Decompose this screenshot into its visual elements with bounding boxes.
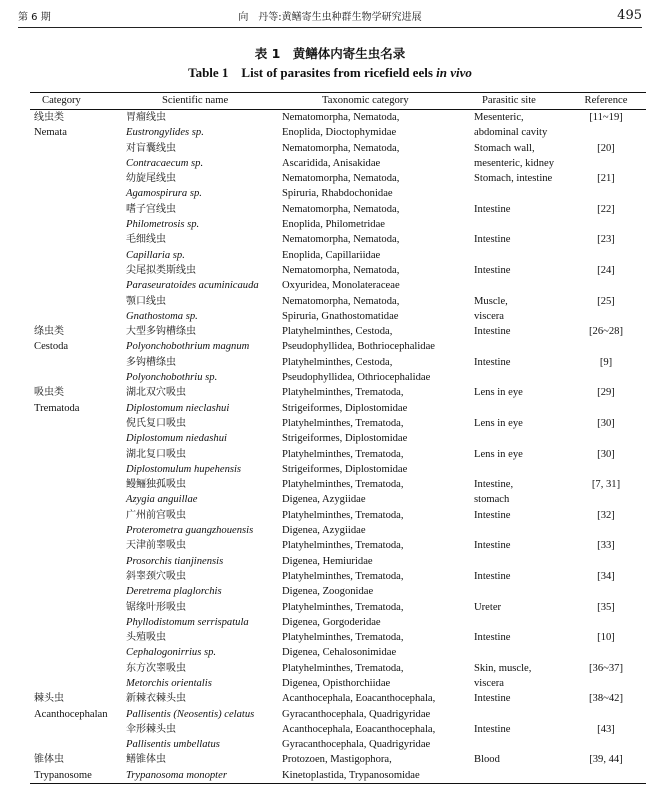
scientific-name-cell: Phyllodistomum serrispatula [126, 616, 249, 628]
taxonomic-category-cell: Digenea, Azygiidae [282, 525, 366, 537]
scientific-name-cell: Polyonchobothriu sp. [126, 372, 218, 384]
category-cell: Acanthocephalan [34, 708, 108, 720]
scientific-name-cell: Polyonchobothrium magnum [126, 341, 250, 353]
table-row [30, 584, 646, 599]
parasitic-site-cell: Intestine [474, 723, 511, 735]
parasitic-site-cell: Stomach wall, [474, 142, 535, 154]
table-row [30, 447, 646, 462]
scientific-name-cell: 湖北双穴吸虫 [126, 387, 186, 399]
table-row [30, 538, 646, 553]
table-row [30, 431, 646, 446]
category-cell: 锥体虫 [34, 754, 64, 766]
scientific-name-cell: Pallisentis umbellatus [126, 739, 220, 751]
taxonomic-category-cell: Acanthocephala, Eoacanthocephala, [282, 693, 436, 705]
table-row [30, 401, 646, 416]
table-row [30, 141, 646, 156]
category-cell: Nemata [34, 127, 67, 139]
parasitic-site-cell: Intestine [474, 203, 511, 215]
table-row [30, 294, 646, 309]
scientific-name-cell: Contracaecum sp. [126, 157, 204, 169]
scientific-name-cell: 头殖吸虫 [126, 632, 166, 644]
taxonomic-category-cell: Platyhelminthes, Cestoda, [282, 326, 393, 338]
table-row [30, 691, 646, 706]
table-row [30, 661, 646, 676]
category-cell: 棘头虫 [34, 693, 64, 705]
column-header-category: Category [42, 95, 81, 106]
taxonomic-category-cell: Platyhelminthes, Trematoda, [282, 387, 404, 399]
taxonomic-category-cell: Spiruria, Rhabdochonidae [282, 188, 393, 200]
issue-number: 第 6 期 [18, 12, 51, 23]
taxonomic-category-cell: Platyhelminthes, Cestoda, [282, 356, 393, 368]
table-caption-en-text: Table 1 List of parasites from ricefield eels [188, 65, 437, 80]
header-rule [18, 27, 642, 28]
scientific-name-cell: Proterometra guangzhouensis [126, 525, 254, 537]
taxonomic-category-cell: Protozoen, Mastigophora, [282, 754, 392, 766]
taxonomic-category-cell: Enoplida, Dioctophymidae [282, 127, 397, 139]
scientific-name-cell: 鳝锥体虫 [126, 754, 166, 766]
table-row [30, 370, 646, 385]
page-number: 495 [617, 8, 642, 23]
reference-cell: [26~28] [589, 326, 623, 338]
taxonomic-category-cell: Platyhelminthes, Trematoda, [282, 570, 404, 582]
parasitic-site-cell: Intestine, [474, 479, 514, 491]
scientific-name-cell: Diplostomum niedashui [126, 433, 227, 445]
taxonomic-category-cell: Digenea, Azygiidae [282, 494, 366, 506]
table-row [30, 186, 646, 201]
scientific-name-cell: 倪氏复口吸虫 [126, 417, 186, 429]
scientific-name-cell: 多钩槽绦虫 [126, 356, 176, 368]
table-row [30, 263, 646, 278]
table-row [30, 309, 646, 324]
scientific-name-cell: 湖北复口吸虫 [126, 448, 186, 460]
scientific-name-cell: Cephalogonirrius sp. [126, 647, 217, 659]
column-header-scientific-name: Scientific name [162, 95, 229, 106]
taxonomic-category-cell: Gyracanthocephala, Quadrigyridae [282, 708, 431, 720]
table-row [30, 523, 646, 538]
table-row [30, 278, 646, 293]
table-row [30, 125, 646, 140]
table-row [30, 737, 646, 752]
category-cell: 绦虫类 [34, 326, 64, 338]
table-row [30, 492, 646, 507]
reference-cell: [10] [597, 632, 615, 644]
taxonomic-category-cell: Nematomorpha, Nematoda, [282, 203, 400, 215]
parasitic-site-cell: Skin, muscle, [474, 662, 532, 674]
taxonomic-category-cell: Nematomorpha, Nematoda, [282, 295, 400, 307]
table-row [30, 676, 646, 691]
taxonomic-category-cell: Platyhelminthes, Trematoda, [282, 601, 404, 613]
table-row [30, 615, 646, 630]
reference-cell: [35] [597, 601, 615, 613]
category-cell: Trematoda [34, 402, 80, 414]
taxonomic-category-cell: Digenea, Hemiuridae [282, 555, 373, 567]
table-row [30, 600, 646, 615]
table-row [30, 477, 646, 492]
taxonomic-category-cell: Nematomorpha, Nematoda, [282, 173, 400, 185]
parasitic-site-cell: Stomach, intestine [474, 173, 553, 185]
taxonomic-category-cell: Ascaridida, Anisakidae [282, 157, 381, 169]
table-row [30, 554, 646, 569]
table-caption-en-italic: in vivo [436, 65, 472, 80]
category-cell: Trypanosome [34, 769, 92, 781]
parasitic-site-cell: Mesenteric, [474, 112, 524, 123]
scientific-name-cell: Agamospirura sp. [126, 188, 202, 200]
taxonomic-category-cell: Gyracanthocephala, Quadrigyridae [282, 739, 431, 751]
taxonomic-category-cell: Digenea, Cehalosonimidae [282, 647, 397, 659]
reference-cell: [29] [597, 387, 615, 399]
taxonomic-category-cell: Nematomorpha, Nematoda, [282, 264, 400, 276]
reference-cell: [25] [597, 295, 615, 307]
column-header-parasitic-site: Parasitic site [482, 95, 536, 106]
table-row [30, 752, 646, 767]
taxonomic-category-cell: Strigeiformes, Diplostomidae [282, 402, 408, 414]
reference-cell: [9] [599, 356, 613, 368]
scientific-name-cell: 鳗鲡独孤吸虫 [126, 479, 186, 491]
scientific-name-cell: 广州前宫吸虫 [126, 509, 186, 521]
scientific-name-cell: 毛细线虫 [126, 234, 166, 246]
parasitic-site-cell: abdominal cavity [474, 127, 548, 139]
taxonomic-category-cell: Platyhelminthes, Trematoda, [282, 540, 404, 552]
taxonomic-category-cell: Strigeiformes, Diplostomidae [282, 463, 408, 475]
scientific-name-cell: 天津前睾吸虫 [126, 540, 186, 552]
scientific-name-cell: 嗜子宫线虫 [126, 203, 176, 215]
taxonomic-category-cell: Pseudophyllidea, Othriocephalidae [282, 372, 431, 384]
taxonomic-category-cell: Kinetoplastida, Trypanosomidae [282, 769, 420, 781]
table-caption-zh: 表 1 黄鳝体内寄生虫名录 [254, 46, 406, 61]
taxonomic-category-cell: Platyhelminthes, Trematoda, [282, 417, 404, 429]
parasitic-site-cell: Intestine [474, 570, 511, 582]
reference-cell: [20] [597, 142, 615, 154]
reference-cell: [32] [597, 509, 615, 521]
taxonomic-category-cell: Digenea, Zoogonidae [282, 586, 374, 598]
scientific-name-cell: Paraseuratoides acuminicauda [126, 280, 259, 292]
scientific-name-cell: Prosorchis tianjinensis [126, 555, 224, 567]
taxonomic-category-cell: Enoplida, Philometridae [282, 219, 385, 231]
table-row [30, 202, 646, 217]
table-caption-en [0, 62, 660, 81]
taxonomic-category-cell: Pseudophyllidea, Bothriocephalidae [282, 341, 435, 353]
taxonomic-category-cell: Platyhelminthes, Trematoda, [282, 448, 404, 460]
table-bottom-rule [30, 783, 646, 784]
parasite-table [30, 92, 646, 784]
column-header-reference: Reference [584, 95, 628, 106]
table-row [30, 217, 646, 232]
table-row [30, 248, 646, 263]
taxonomic-category-cell: Spiruria, Gnathostomatidae [282, 310, 399, 322]
reference-cell: [43] [597, 723, 615, 735]
taxonomic-category-cell: Acanthocephala, Eoacanthocephala, [282, 723, 436, 735]
taxonomic-category-cell: Enoplida, Capillariidae [282, 249, 381, 261]
table-row [30, 722, 646, 737]
running-title: 向 丹等:黄鳝寄生虫种群生物学研究进展 [238, 12, 422, 23]
scientific-name-cell: 对盲囊线虫 [126, 142, 176, 154]
scientific-name-cell: 伞形棘头虫 [126, 723, 176, 735]
parasitic-site-cell: Ureter [474, 601, 502, 613]
taxonomic-category-cell: Nematomorpha, Nematoda, [282, 142, 400, 154]
reference-cell: [39, 44] [589, 754, 623, 766]
parasitic-site-cell: Lens in eye [474, 387, 523, 399]
reference-cell: [23] [597, 234, 615, 246]
scientific-name-cell: 尖尾拟类斯线虫 [126, 264, 196, 276]
parasitic-site-cell: Intestine [474, 632, 511, 644]
table-body [30, 110, 646, 783]
category-cell: 吸虫类 [34, 387, 64, 399]
table-row [30, 768, 646, 783]
taxonomic-category-cell: Digenea, Gorgoderidae [282, 616, 381, 628]
parasitic-site-cell: Intestine [474, 264, 511, 276]
scientific-name-cell: 东方次睾吸虫 [126, 662, 186, 674]
reference-cell: [30] [597, 417, 615, 429]
taxonomic-category-cell: Nematomorpha, Nematoda, [282, 234, 400, 246]
scientific-name-cell: Eustrongylides sp. [126, 127, 204, 139]
reference-cell: [38~42] [589, 693, 623, 705]
parasitic-site-cell: Intestine [474, 693, 511, 705]
parasitic-site-cell: viscera [474, 677, 504, 689]
parasitic-site-cell: Lens in eye [474, 448, 523, 460]
parasitic-site-cell: Intestine [474, 509, 511, 521]
scientific-name-cell: Philometrosis sp. [126, 219, 200, 231]
scientific-name-cell: Metorchis orientalis [126, 677, 212, 689]
reference-cell: [21] [597, 173, 615, 185]
table-row [30, 110, 646, 125]
scientific-name-cell: 锯缘叶形吸虫 [126, 601, 186, 613]
parasitic-site-cell: Intestine [474, 326, 511, 338]
scientific-name-cell: Diplostomum nieclashui [126, 402, 230, 414]
scientific-name-cell: Trypanosoma monopter [126, 769, 227, 781]
reference-cell: [30] [597, 448, 615, 460]
parasitic-site-cell: mesenteric, kidney [474, 157, 555, 169]
taxonomic-category-cell: Platyhelminthes, Trematoda, [282, 479, 404, 491]
parasitic-site-cell: Intestine [474, 356, 511, 368]
taxonomic-category-cell: Nematomorpha, Nematoda, [282, 112, 400, 123]
taxonomic-category-cell: Strigeiformes, Diplostomidae [282, 433, 408, 445]
reference-cell: [33] [597, 540, 615, 552]
table-row [30, 569, 646, 584]
scientific-name-cell: Capillaria sp. [126, 249, 185, 261]
column-header-taxonomic-category: Taxonomic category [322, 95, 409, 106]
scientific-name-cell: 幼旋尾线虫 [126, 173, 176, 185]
taxonomic-category-cell: Platyhelminthes, Trematoda, [282, 662, 404, 674]
table-row [30, 385, 646, 400]
scientific-name-cell: Pallisentis (Neosentis) celatus [126, 708, 255, 720]
parasitic-site-cell: Lens in eye [474, 417, 523, 429]
table-header-row [30, 93, 646, 109]
scientific-name-cell: 大型多钩槽绦虫 [126, 326, 196, 338]
table-row [30, 416, 646, 431]
scientific-name-cell: Deretrema plaglorchis [126, 586, 222, 598]
table-row [30, 156, 646, 171]
table-row [30, 462, 646, 477]
parasitic-site-cell: Intestine [474, 540, 511, 552]
reference-cell: [36~37] [589, 662, 623, 674]
reference-cell: [24] [597, 264, 615, 276]
scientific-name-cell: 斜睾颈穴吸虫 [126, 570, 186, 582]
scientific-name-cell: 新棘衣棘头虫 [126, 693, 186, 705]
taxonomic-category-cell: Oxyuridea, Monolateraceae [282, 280, 400, 292]
table-row [30, 324, 646, 339]
table-row [30, 707, 646, 722]
taxonomic-category-cell: Digenea, Opisthorchiidae [282, 677, 391, 689]
table-row [30, 339, 646, 354]
reference-cell: [22] [597, 203, 615, 215]
reference-cell: [11~19] [589, 112, 623, 123]
reference-cell: [34] [597, 570, 615, 582]
reference-cell: [7, 31] [591, 479, 621, 491]
table-row [30, 508, 646, 523]
taxonomic-category-cell: Platyhelminthes, Trematoda, [282, 509, 404, 521]
parasitic-site-cell: stomach [474, 494, 510, 506]
running-header [18, 6, 642, 28]
scientific-name-cell: 颚口线虫 [126, 295, 166, 307]
table-row [30, 630, 646, 645]
scientific-name-cell: Azygia anguillae [126, 494, 198, 506]
scientific-name-cell: 胃瘤线虫 [126, 112, 166, 123]
parasitic-site-cell: Muscle, [474, 295, 508, 307]
category-cell: 线虫类 [34, 112, 64, 123]
table-row [30, 645, 646, 660]
table-row [30, 232, 646, 247]
category-cell: Cestoda [34, 341, 69, 353]
scientific-name-cell: Gnathostoma sp. [126, 310, 198, 322]
parasitic-site-cell: Blood [474, 754, 500, 766]
scientific-name-cell: Diplostomulum hupehensis [126, 463, 242, 475]
table-row [30, 171, 646, 186]
table-row [30, 355, 646, 370]
parasitic-site-cell: viscera [474, 310, 504, 322]
taxonomic-category-cell: Platyhelminthes, Trematoda, [282, 632, 404, 644]
parasitic-site-cell: Intestine [474, 234, 511, 246]
